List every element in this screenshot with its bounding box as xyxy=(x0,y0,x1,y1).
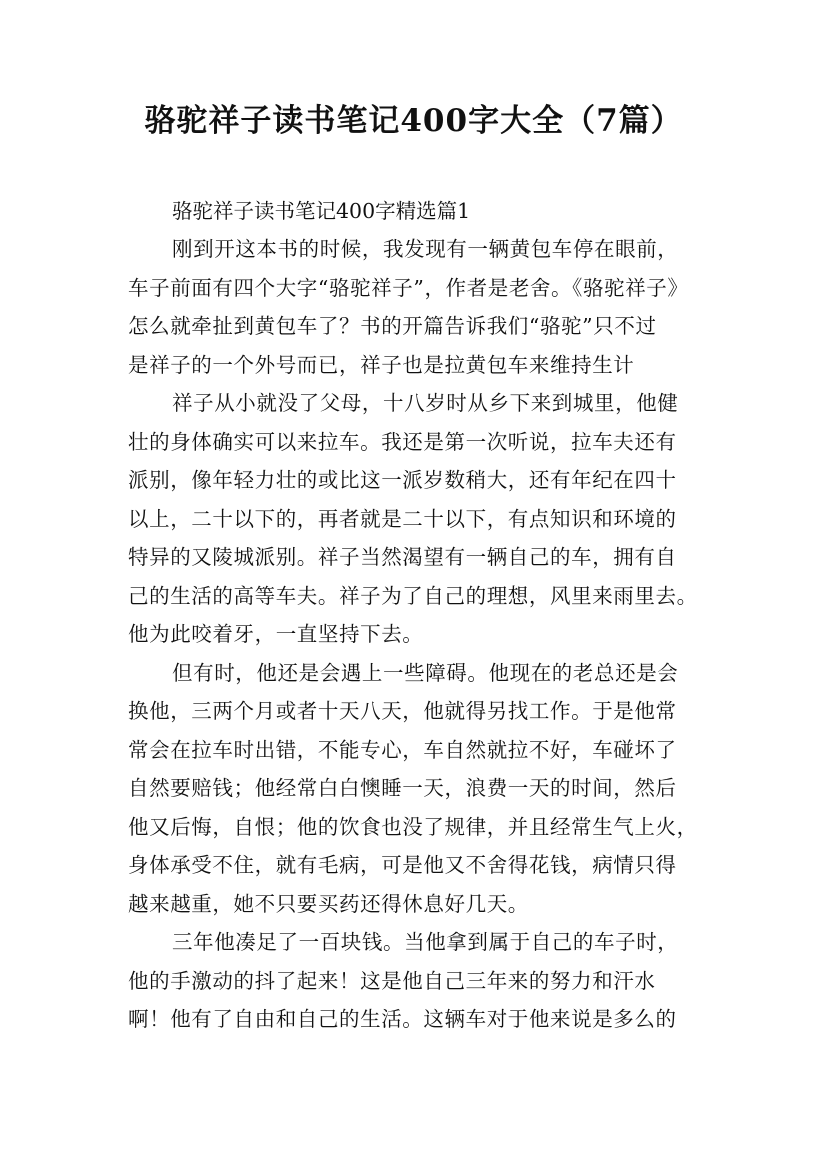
paragraph-line: 他为此咬着牙，一直坚持下去。 xyxy=(128,622,424,646)
paragraph-line: 换他，三两个月或者十天八天，他就得另找工作。于是他常 xyxy=(128,699,677,723)
document-title: 骆驼祥子读书笔记400字大全（7篇） xyxy=(144,103,683,139)
paragraph xyxy=(128,654,714,924)
paragraph-line: 自然要赔钱；他经常白白懊睡一天，浪费一天的时间，然后 xyxy=(128,776,677,800)
paragraph-line: 是祥子的一个外号而已，祥子也是拉黄包车来维持生计 xyxy=(128,352,635,377)
paragraph-line: 特异的又陵城派别。祥子当然渴望有一辆自己的车，拥有自 xyxy=(128,545,677,569)
paragraph-line: 他又后悔，自恨；他的饮食也没了规律，并且经常生气上火， xyxy=(128,814,698,839)
paragraph xyxy=(128,230,714,384)
paragraph-line: 刚到开这本书的时候，我发现有一辆黄包车停在眼前， xyxy=(172,237,679,261)
paragraph-line: 啊！他有了自由和自己的生活。这辆车对于他来说是多么的 xyxy=(128,1007,677,1031)
paragraph xyxy=(128,923,714,1039)
paragraph-list xyxy=(128,230,714,1039)
paragraph-line: 派别，像年轻力壮的或比这一派岁数稍大，还有年纪在四十 xyxy=(128,468,677,492)
paragraph-line: 他的手激动的抖了起来！这是他自己三年来的努力和汗水 xyxy=(128,968,656,993)
paragraph-line: 但有时，他还是会遇上一些障碍。他现在的老总还是会 xyxy=(172,660,679,685)
paragraph-line: 越来越重，她不只要买药还得休息好几天。 xyxy=(128,891,529,916)
paragraph-line: 三年他凑足了一百块钱。当他拿到属于自己的车子时， xyxy=(172,930,679,954)
paragraph-line: 以上，二十以下的，再者就是二十以下，有点知识和环境的 xyxy=(128,506,677,531)
paragraph-line: 车子前面有四个大字“骆驼祥子”，作者是老舍。《骆驼祥子》 xyxy=(128,275,689,300)
document-body xyxy=(128,192,714,1039)
paragraph-line: 己的生活的高等车夫。祥子为了自己的理想，风里来雨里去。 xyxy=(128,583,698,608)
paragraph-line: 壮的身体确实可以来拉车。我还是第一次听说，拉车夫还有 xyxy=(128,429,677,454)
paragraph-line: 怎么就牵扯到黄包车了？书的开篇告诉我们“骆驼”只不过 xyxy=(128,314,657,338)
section-heading: 骆驼祥子读书笔记400字精选篇1 xyxy=(172,199,471,223)
paragraph xyxy=(128,384,714,654)
paragraph-line: 常会在拉车时出错，不能专心，车自然就拉不好，车碰坏了 xyxy=(128,737,677,762)
paragraph-line: 祥子从小就没了父母，十八岁时从乡下来到城里，他健 xyxy=(172,391,679,415)
paragraph-line: 身体承受不住，就有毛病，可是他又不舍得花钱，病情只得 xyxy=(128,853,677,877)
